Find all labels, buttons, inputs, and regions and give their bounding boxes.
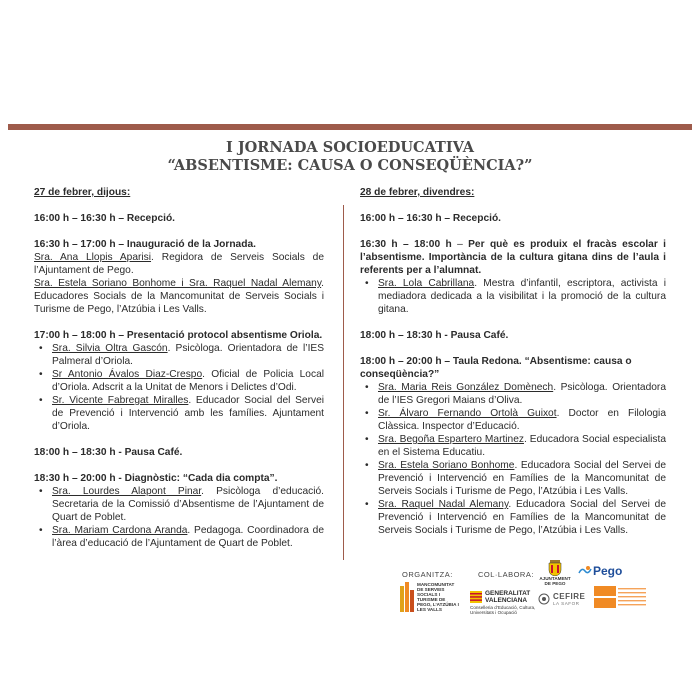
ajuntament-name: AJUNTAMENT DE PEGO <box>539 576 571 586</box>
list-item <box>34 524 324 550</box>
cefire-circle-icon <box>538 593 550 605</box>
talk-title: Per què es produix el fracàs escolar i l’absentisme. Importància de la cultura gitana dins de l’aula i referents per a l’alumnat. <box>360 239 667 276</box>
cefire-name: CEFIRE <box>553 592 586 601</box>
list-item <box>34 368 324 394</box>
day-1-coffee-break: 18:00 h – 18:30 h - Pausa Café. <box>34 447 183 458</box>
header-rule <box>8 124 692 130</box>
list-item <box>360 433 666 459</box>
pego-name: Pego <box>593 564 623 578</box>
speaker-name: Sra. Estela Soriano Bonhome i Sra. Raquel Nadal Alemany <box>34 278 322 289</box>
talk-time: 16:30 h – 18:00 h <box>360 239 452 250</box>
list-item <box>34 342 324 368</box>
speaker-name: Sr Antonio Ávalos Diaz-Crespo <box>52 369 203 380</box>
cefire-logo <box>538 592 585 606</box>
orange-badge-icon <box>594 586 648 614</box>
speaker-desc: . Psicòloga. Orientadora de l’IES Palmeral d’Oriola. <box>52 343 324 367</box>
mancomunitat-logo <box>400 582 462 612</box>
speaker-desc: . Educadora Social especialista en el Sistema Educatiu. <box>378 434 667 458</box>
protocol-heading: 17:00 h – 18:00 h – Presentació protocol absentisme Oriola. <box>34 330 323 341</box>
speaker-desc: . Educadora Social del Servei de Prevenció i Intervenció en Famílies de la Mancomunitat de Serveis Socials i Turisme de Pego, l’Atzúbia i Les Valls. <box>378 460 666 497</box>
day-2-talk <box>360 238 666 316</box>
day-1-opening <box>34 238 324 316</box>
ajuntament-logo <box>538 560 572 586</box>
day-1-diagnostic <box>34 472 324 550</box>
day-1-column <box>34 186 324 563</box>
mancomunitat-name: MANCOMUNITAT DE SERVEIS SOCIALS I TURISME DE PEGO, L’ATZÚBIA I LES VALLS <box>417 582 459 612</box>
column-divider <box>343 205 344 560</box>
day-1-reception: 16:00 h – 16:30 h – Recepció. <box>34 213 175 224</box>
opening-heading: 16:30 h – 17:00 h – Inauguració de la Jornada. <box>34 239 256 250</box>
round-table-heading: 18:00 h – 20:00 h – Taula Redona. “Absentisme: causa o conseqüència?” <box>360 356 632 380</box>
talk-dash: – <box>451 239 469 250</box>
diagnostic-heading: 18:30 h – 20:00 h - Diagnòstic: “Cada dia compta”. <box>34 473 278 484</box>
sponsor-logos <box>398 564 678 624</box>
speaker-name: Sra. Lourdes Alapont Pinar <box>52 486 202 497</box>
day-2-coffee-break: 18:00 h – 18:30 h - Pausa Café. <box>360 330 509 341</box>
speaker-desc: . Doctor en Filologia Clàssica. Inspector d’Educació. <box>378 408 666 432</box>
day-2-round-table <box>360 355 666 537</box>
speaker-desc: . Psicòloga. Orientadora de l’IES Gregori Maians d’Oliva. <box>378 382 666 406</box>
speaker-name: Sra. Silvia Oltra Gascón <box>52 343 168 354</box>
day-1-date: 27 de febrer, dijous: <box>34 187 131 198</box>
speaker-desc: . Educadores Socials de la Mancomunitat de Serveis Socials i Turisme de Pego, l’Atzúbia i Les Valls. <box>34 278 324 315</box>
speaker-name: Sra. Raquel Nadal Alemany <box>378 499 509 510</box>
generalitat-name: GENERALITAT VALENCIANA <box>485 590 531 604</box>
talk-heading <box>360 238 666 277</box>
conselleria-name: Conselleria d’Educació, Cultura, Universitats i Ocupació <box>470 605 536 615</box>
orange-badge-logo <box>594 586 648 614</box>
speaker-desc: . Oficial de Policia Local d’Oriola. Adscrit a la Unitat de Menors i Delictes d’Odi. <box>52 369 324 393</box>
opening-speaker-2 <box>34 277 324 316</box>
speaker-name: Sra. Begoña Espartero Martinez <box>378 434 524 445</box>
list-item <box>34 485 324 524</box>
list-item <box>34 394 324 433</box>
day-1-protocol <box>34 329 324 433</box>
cefire-sub: LA SAFOR <box>553 601 580 606</box>
day-2-reception: 16:00 h – 16:30 h – Recepció. <box>360 213 501 224</box>
list-item <box>360 407 666 433</box>
day-2-date: 28 de febrer, divendres: <box>360 187 475 198</box>
list-item <box>360 498 666 537</box>
col-labora-label: COL·LABORA: <box>478 570 534 579</box>
speaker-name: Sr. Vicente Fabregat Miralles <box>52 395 189 406</box>
speaker-name: Sra. Mariam Cardona Aranda <box>52 525 188 536</box>
speaker-name: Sra. Ana Llopis Aparisi <box>34 252 152 263</box>
generalitat-flag-icon <box>470 591 482 603</box>
list-item <box>360 277 666 316</box>
speaker-desc: . Psicòloga d’educació. Secretaria de la Comissió d’Absentisme de l’Ajuntament de Quart de Poblet. <box>52 486 324 523</box>
speaker-desc: . Mestra d’infantil, escriptora, activista i mediadora dedicada a la visibilitat i la promoció de la cultura gitana. <box>378 278 666 315</box>
page-title <box>0 139 700 175</box>
title-line-1: I JORNADA SOCIOEDUCATIVA <box>225 139 475 156</box>
speaker-desc: . Educadora Social del Servei de Prevenció i Intervenció en Famílies de la Mancomunitat de Serveis Socials i Turisme de Pego, l’Atzúbia i Les Valls. <box>378 499 666 536</box>
day-2-column <box>360 186 666 550</box>
list-item <box>360 381 666 407</box>
mancomunitat-emblem-icon <box>400 582 414 612</box>
pego-wave-icon <box>578 565 592 577</box>
speaker-name: Sr. Álvaro Fernando Ortolà Guixot <box>378 408 557 419</box>
list-item <box>360 459 666 498</box>
ajuntament-shield-icon <box>548 560 562 576</box>
speaker-desc: . Regidora de Serveis Socials de l’Ajuntament de Pego. <box>34 252 324 276</box>
title-line-2: “ABSENTISME: CAUSA O CONSEQÜÈNCIA?” <box>167 157 533 174</box>
opening-speaker-1 <box>34 251 324 277</box>
generalitat-logo <box>470 590 536 615</box>
speaker-desc: . Pedagoga. Coordinadora de l’àrea d’educació de l’Ajuntament de Quart de Poblet. <box>52 525 324 549</box>
organitza-label: ORGANITZA: <box>402 570 453 579</box>
speaker-name: Sra. Maria Reis González Domènech <box>378 382 554 393</box>
speaker-name: Sra. Lola Cabrillana <box>378 278 475 289</box>
speaker-desc: . Educador Social del Servei de Prevenció i Intervenció amb les famílies. Ajuntament d’Oriola. <box>52 395 324 432</box>
speaker-name: Sra. Estela Soriano Bonhome <box>378 460 515 471</box>
pego-logo <box>578 564 622 578</box>
